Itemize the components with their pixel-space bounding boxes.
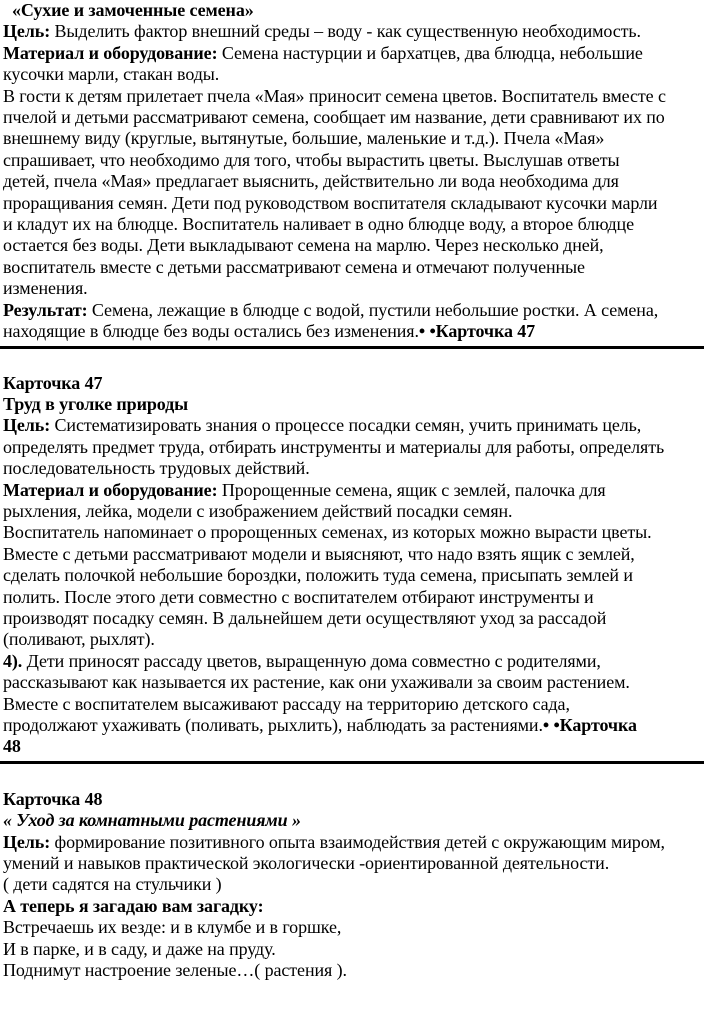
card-46-result bbox=[3, 300, 704, 321]
card-47-goal-cont: последовательность трудовых действий. bbox=[3, 458, 310, 479]
card-48-subtitle: « Уход за комнатными растениями » bbox=[3, 810, 301, 831]
riddle-line: И в парке, и в саду, и даже на пруду. bbox=[3, 938, 276, 959]
paragraph-line: остается без воды. Дети выкладывают семена на марлю. Через несколько дней, bbox=[3, 235, 604, 256]
card-47-goal-cont: определять предмет труда, отбирать инструменты и материалы для работы, определять bbox=[3, 436, 665, 457]
step-label: 4). bbox=[3, 650, 23, 671]
goal-label: Цель: bbox=[3, 21, 51, 42]
card-47-step bbox=[3, 651, 704, 672]
next-card-link-cont[interactable]: 48 bbox=[3, 736, 21, 757]
card-46-goal bbox=[3, 21, 704, 42]
card-46-materials bbox=[3, 43, 704, 64]
card-48-goal-cont: умений и навыков практической экологически -ориентированной деятельности. bbox=[3, 853, 610, 874]
paragraph-line: Вместе с детьми рассматривают модели и выясняют, что надо взять ящик с землей, bbox=[3, 543, 635, 564]
card-46-result-cont bbox=[3, 321, 704, 342]
paragraph-line: и кладут их на блюдце. Воспитатель наливает в одно блюдце воду, а второе блюдце bbox=[3, 214, 634, 235]
paragraph-line: производят посадку семян. В дальнейшем дети осуществляют уход за рассадой bbox=[3, 607, 607, 628]
card-48-goal bbox=[3, 832, 704, 853]
step-text: Дети приносят рассаду цветов, выращенную дома совместно с родителями, bbox=[22, 650, 601, 671]
card-48-heading: Карточка 48 bbox=[3, 788, 103, 809]
paragraph-line: изменения. bbox=[3, 278, 88, 299]
paragraph-line: пчелой и детьми рассматривают семена, сообщает им название, дети сравнивают их по bbox=[3, 107, 665, 128]
goal-text: Систематизировать знания о процессе посадки семян, учить принимать цель, bbox=[50, 415, 642, 436]
paragraph-line: Воспитатель напоминает о пророщенных семенах, из которых можно вырасти цветы. bbox=[3, 522, 652, 543]
riddle-intro: А теперь я загадаю вам загадку: bbox=[3, 895, 264, 916]
paragraph-line: В гости к детям прилетает пчела «Мая» приносит семена цветов. Воспитатель вместе с bbox=[3, 85, 666, 106]
result-label: Результат: bbox=[3, 299, 88, 320]
paragraph-line: Вместе с воспитателем высаживают рассаду на территорию детского сада, bbox=[3, 693, 570, 714]
card-47 bbox=[3, 373, 704, 764]
card-48 bbox=[3, 789, 704, 982]
materials-text: Пророщенные семена, ящик с землей, палочка для bbox=[217, 479, 606, 500]
paragraph-line: сделать полочкой небольшие бороздки, положить туда семена, присыпать землей и bbox=[3, 565, 633, 586]
card-46 bbox=[3, 0, 704, 349]
card-47-materials bbox=[3, 480, 704, 501]
card-48-note: ( дети садятся на стульчики ) bbox=[3, 874, 222, 895]
materials-label: Материал и оборудование: bbox=[3, 42, 218, 63]
card-47-subtitle: Труд в уголке природы bbox=[3, 393, 189, 414]
goal-label: Цель: bbox=[3, 831, 51, 852]
card-47-materials-cont: рыхления, лейка, модели с изображением действий посадки семян. bbox=[3, 500, 513, 521]
next-card-link[interactable]: • •Карточка bbox=[542, 715, 637, 735]
card-47-goal bbox=[3, 415, 704, 436]
result-text-cont: находящие в блюдце без воды остались без изменения. bbox=[3, 321, 419, 342]
paragraph-line: полить. После этого дети совместно с воспитателем отбирают инструменты и bbox=[3, 586, 594, 607]
materials-text: Семена настурции и бархатцев, два блюдца, небольшие bbox=[217, 42, 643, 63]
card-47-heading: Карточка 47 bbox=[3, 372, 103, 393]
last-line-text: продолжают ухаживать (поливать, рыхлить), наблюдать за растениями. bbox=[3, 715, 543, 735]
paragraph-line: спрашивает, что необходимо для того, чтобы вырастить цветы. Выслушав ответы bbox=[3, 149, 620, 170]
goal-text: формирование позитивного опыта взаимодействия детей с окружающим миром, bbox=[50, 831, 665, 852]
riddle-line: Поднимут настроение зеленые…( растения ). bbox=[3, 960, 347, 981]
paragraph-line: внешнему виду (круглые, вытянутые, большие, маленькие и т.д.). Пчела «Мая» bbox=[3, 128, 605, 149]
card-46-title: «Сухие и замоченные семена» bbox=[12, 0, 254, 20]
paragraph-line: проращивания семян. Дети под руководством воспитателя складывают кусочки марли bbox=[3, 192, 658, 213]
card-47-last-line bbox=[3, 715, 704, 736]
paragraph-line: рассказывают как называется их растение, как они ухаживали за своим растением. bbox=[3, 672, 630, 693]
materials-label: Материал и оборудование: bbox=[3, 479, 218, 500]
next-card-link[interactable]: • •Карточка 47 bbox=[418, 321, 536, 342]
paragraph-line: (поливают, рыхлят). bbox=[3, 629, 155, 650]
paragraph-line: детей, пчела «Мая» предлагает выяснить, действительно ли вода необходима для bbox=[3, 171, 619, 192]
riddle-line: Встречаешь их везде: и в клумбе и в горшке, bbox=[3, 917, 342, 938]
paragraph-line: воспитатель вместе с детьми рассматривают семена и отмечают полученные bbox=[3, 256, 585, 277]
goal-text: Выделить фактор внешний среды – воду - как существенную необходимость. bbox=[50, 21, 641, 42]
goal-label: Цель: bbox=[3, 415, 51, 436]
result-text: Семена, лежащие в блюдце с водой, пустили небольшие ростки. А семена, bbox=[87, 299, 659, 320]
card-46-materials-cont: кусочки марли, стакан воды. bbox=[3, 64, 220, 85]
